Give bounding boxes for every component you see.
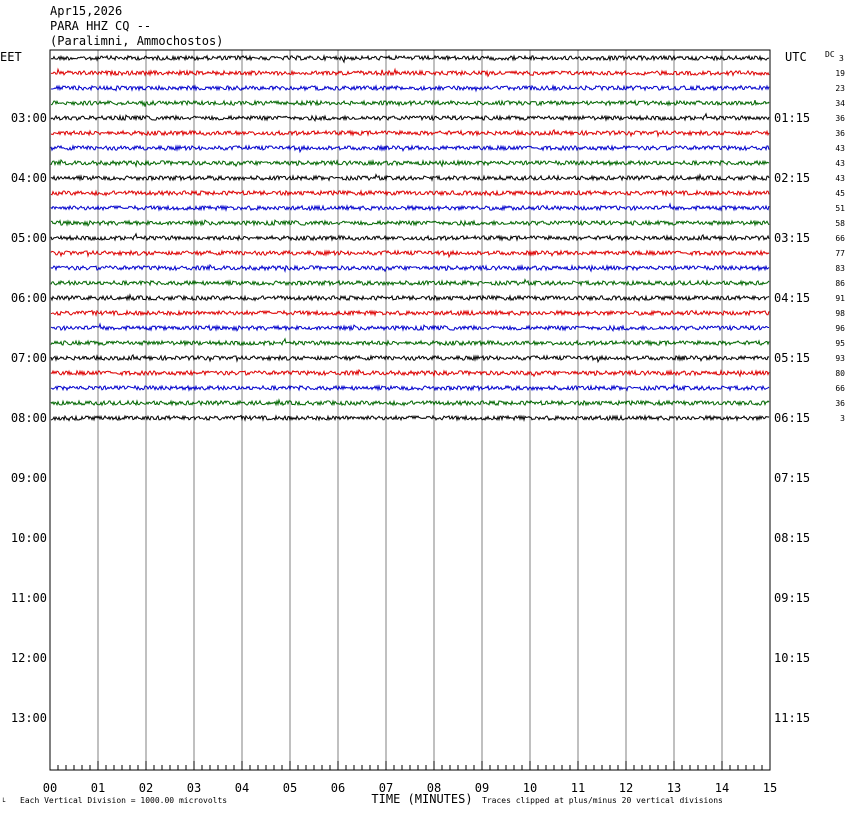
x-axis-title: TIME (MINUTES) xyxy=(371,792,473,806)
dc-header-sub: 3 xyxy=(839,54,844,63)
hour-label-right: 08:15 xyxy=(774,531,811,545)
seismic-trace xyxy=(51,295,769,301)
dc-offset-label: 91 xyxy=(835,294,845,303)
dc-offset-label: 19 xyxy=(835,69,845,78)
trace-lines xyxy=(51,56,769,421)
hour-label-right: 07:15 xyxy=(774,471,811,485)
hour-label-left: 10:00 xyxy=(10,531,47,545)
seismic-trace xyxy=(51,160,769,166)
seismic-trace xyxy=(51,146,769,152)
hour-label-left: 05:00 xyxy=(10,231,47,245)
scale-note: Each Vertical Division = 1000.00 microvolts xyxy=(20,796,228,805)
seismic-trace xyxy=(51,280,769,286)
x-tick-label: 10 xyxy=(522,781,538,795)
hour-label-right: 05:15 xyxy=(774,351,811,365)
seismic-trace xyxy=(51,355,769,362)
hour-label-right: 09:15 xyxy=(774,591,811,605)
hour-label-left: 06:00 xyxy=(10,291,47,305)
chart-grid xyxy=(50,50,770,770)
seismic-trace xyxy=(51,86,769,91)
location-label: (Paralimni, Ammochostos) xyxy=(50,34,224,48)
hour-label-left: 03:00 xyxy=(10,111,47,125)
dc-offset-label: 36 xyxy=(835,399,845,408)
dc-offset-label: 93 xyxy=(835,354,845,363)
seismic-trace xyxy=(51,191,769,196)
x-tick-label: 12 xyxy=(618,781,634,795)
hour-label-right: 06:15 xyxy=(774,411,811,425)
dc-offset-label: 58 xyxy=(835,219,845,228)
hour-label-right: 11:15 xyxy=(774,711,811,725)
seismic-trace xyxy=(51,100,769,107)
x-tick-label: 06 xyxy=(330,781,346,795)
dc-offset-label: 36 xyxy=(835,114,845,123)
dc-header-label: DC xyxy=(825,50,835,59)
dc-offset-label: 43 xyxy=(835,174,845,183)
seismic-trace xyxy=(51,175,769,181)
dc-offset-label: 66 xyxy=(835,234,845,243)
seismic-trace xyxy=(51,416,769,421)
dc-offset-label: 36 xyxy=(835,129,845,138)
x-tick-label: 09 xyxy=(474,781,490,795)
hour-label-right: 03:15 xyxy=(774,231,811,245)
dc-offset-label: 66 xyxy=(835,384,845,393)
x-tick-label: 02 xyxy=(138,781,154,795)
hour-label-right: 10:15 xyxy=(774,651,811,665)
dc-offset-label: 43 xyxy=(835,159,845,168)
dc-offset-label: 95 xyxy=(835,339,845,348)
x-tick-label: 05 xyxy=(282,781,298,795)
seismic-trace xyxy=(51,339,769,345)
hour-label-right: 01:15 xyxy=(774,111,811,125)
dc-offset-label: 80 xyxy=(835,369,845,378)
station-label: PARA HHZ CQ -- xyxy=(50,19,152,33)
hour-label-left: 07:00 xyxy=(10,351,47,365)
x-tick-label: 11 xyxy=(570,781,586,795)
hour-label-left: 04:00 xyxy=(10,171,47,185)
seismic-trace xyxy=(51,400,769,405)
dc-offset-label: 23 xyxy=(835,84,845,93)
right-timezone-label: UTC xyxy=(785,50,807,64)
x-tick-label: 01 xyxy=(90,781,106,795)
dc-offset-label: 83 xyxy=(835,264,845,273)
hour-label-left: 12:00 xyxy=(10,651,47,665)
seismic-trace xyxy=(51,220,769,226)
clip-note: Traces clipped at plus/minus 20 vertical divisions xyxy=(482,796,723,805)
x-tick-label: 03 xyxy=(186,781,202,795)
hour-label-left: 09:00 xyxy=(10,471,47,485)
left-timezone-label: EET xyxy=(0,50,22,64)
hour-label-left: 13:00 xyxy=(10,711,47,725)
footer-mark: └ xyxy=(1,798,6,806)
hour-label-right: 04:15 xyxy=(774,291,811,305)
seismic-trace xyxy=(51,324,769,331)
hour-label-left: 11:00 xyxy=(10,591,47,605)
seismic-trace xyxy=(51,204,769,210)
seismic-trace xyxy=(51,385,769,391)
hour-label-right: 02:15 xyxy=(774,171,811,185)
seismic-trace xyxy=(51,251,769,257)
x-tick-label: 08 xyxy=(426,781,442,795)
dc-offset-label: 96 xyxy=(835,324,845,333)
x-tick-label: 15 xyxy=(762,781,778,795)
dc-offset-label: 86 xyxy=(835,279,845,288)
dc-offset-label: 45 xyxy=(835,189,845,198)
seismic-trace xyxy=(51,265,769,271)
seismic-trace xyxy=(51,56,769,62)
x-tick-label: 04 xyxy=(234,781,250,795)
seismic-trace xyxy=(51,130,769,136)
date-label: Apr15,2026 xyxy=(50,4,123,18)
seismic-trace xyxy=(51,114,769,121)
dc-offset-label: 98 xyxy=(835,309,845,318)
x-tick-label: 14 xyxy=(714,781,730,795)
dc-offset-label: 34 xyxy=(835,99,845,108)
dc-offset-label: 77 xyxy=(835,249,845,258)
dc-offset-label: 51 xyxy=(835,204,845,213)
x-tick-label: 07 xyxy=(378,781,394,795)
x-tick-label: 13 xyxy=(666,781,682,795)
x-tick-label: 00 xyxy=(42,781,58,795)
hour-label-left: 08:00 xyxy=(10,411,47,425)
seismic-trace xyxy=(51,311,769,316)
seismic-trace xyxy=(51,234,769,240)
dc-offset-label: 43 xyxy=(835,144,845,153)
plot-frame xyxy=(50,50,770,770)
dc-offset-label: 3 xyxy=(840,414,845,423)
seismic-trace xyxy=(51,370,769,376)
seismic-trace xyxy=(51,69,769,76)
